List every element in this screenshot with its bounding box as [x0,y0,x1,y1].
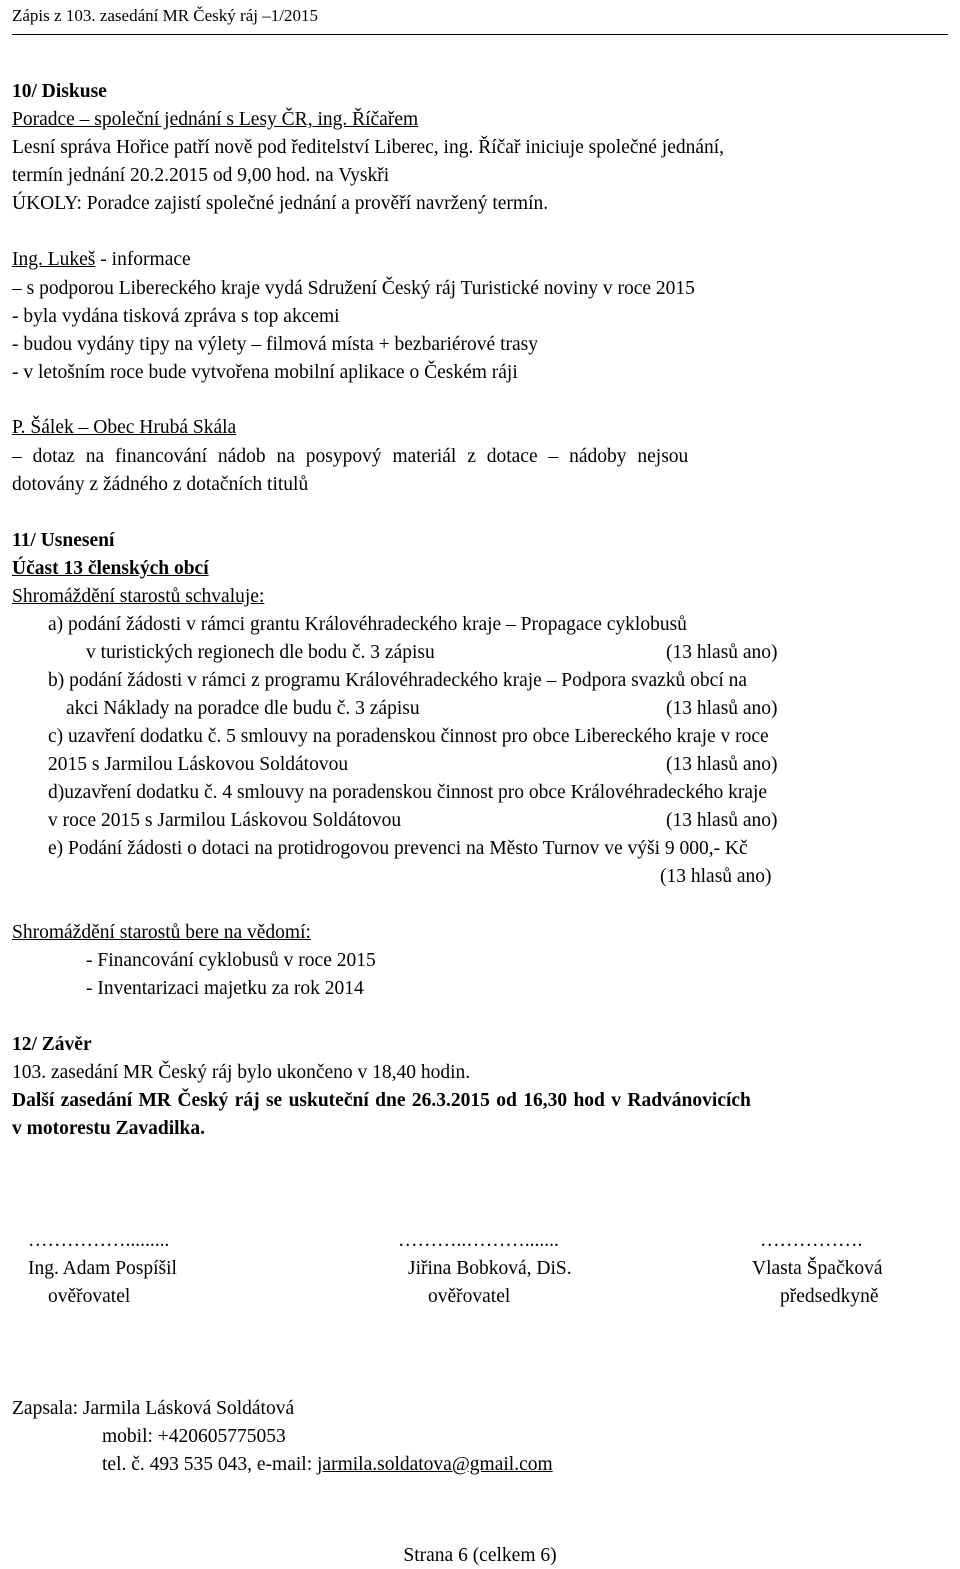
lukes-title-rest: - informace [95,249,191,270]
signature-name-3: Vlasta Špačková [752,1258,883,1279]
resolution-b-line-1: b) podání žádosti v rámci z programu Královéhradeckého kraje – Podpora svazků obcí na [48,670,748,691]
signature-dots-3: ……………. [760,1230,863,1251]
resolution-a-vote: (13 hlasů ano) [666,642,778,663]
recorder-phone: tel. č. 493 535 043, e-mail: [102,1454,317,1475]
advisor-meeting-title: Poradce – společní jednání s Lesy ČR, ing. Říčařem [12,109,419,130]
signature-name-1: Ing. Adam Pospíšil [28,1258,177,1279]
approves-label: Shromáždění starostů schvaluje: [12,586,265,607]
recorder-contact [102,1455,553,1475]
document-header-title: Zápis z 103. zasedání MR Český ráj –1/2015 [12,6,318,25]
page-number: Strana 6 (celkem 6) [403,1545,557,1566]
resolution-d-line-1: d)uzavření dodatku č. 4 smlouvy na poradenskou činnost pro obce Královéhradeckého kraje [48,782,768,803]
section-10-heading: 10/ Diskuse [12,81,107,102]
section-12-heading: 12/ Závěr [12,1034,92,1055]
lukes-item-2: - byla vydána tisková zpráva s top akcemi [12,306,340,327]
salek-title: P. Šálek – Obec Hrubá Skála [12,417,237,438]
closing-line: 103. zasedání MR Český ráj bylo ukončeno v 18,40 hodin. [12,1062,471,1083]
resolution-c-line-2: 2015 s Jarmilou Láskovou Soldátovou [48,754,349,775]
lukes-name: Ing. Lukeš [12,249,96,270]
signature-role-1: ověřovatel [48,1286,131,1307]
lukes-item-1: – s podporou Libereckého kraje vydá Sdružení Český ráj Turistické noviny v roce 2015 [12,278,695,299]
signature-role-3: předsedkyně [780,1286,879,1307]
lukes-item-3: - budou vydány tipy na výlety – filmová místa + bezbariérové trasy [12,334,538,355]
note-item-1: - Financování cyklobusů v roce 2015 [86,950,376,971]
next-meeting-line-2: v motorestu Zavadilka. [12,1118,206,1139]
resolution-a-line-1: a) podání žádosti v rámci grantu Královéhradeckého kraje – Propagace cyklobusů [48,614,687,635]
advisor-meeting-text-1: Lesní správa Hořice patří nově pod ředitelství Liberec, ing. Říčař iniciuje společné jednání, [12,137,725,158]
resolution-b-line-2: akci Náklady na poradce dle budu č. 3 zápisu [66,698,420,719]
salek-text-1: – dotaz na financování nádob na posypový materiál z dotace – nádoby nejsou [12,446,689,467]
participation-count: Účast 13 členských obcí [12,558,209,579]
signature-role-2: ověřovatel [428,1286,511,1307]
lukes-item-4: - v letošním roce bude vytvořena mobilní aplikace o Českém ráji [12,362,518,383]
resolution-a-line-2: v turistických regionech dle bodu č. 3 zápisu [86,642,435,663]
resolution-d-vote: (13 hlasů ano) [666,810,778,831]
resolution-e-line-1: e) Podání žádosti o dotaci na protidrogovou prevenci na Město Turnov ve výši 9 000,- Kč [48,838,748,859]
lukes-info-title [12,250,191,270]
section-11-heading: 11/ Usnesení [12,530,115,551]
salek-text-2: dotovány z žádného z dotačních titulů [12,474,309,495]
resolution-d-line-2: v roce 2015 s Jarmilou Láskovou Soldátovou [48,810,402,831]
resolution-b-vote: (13 hlasů ano) [666,698,778,719]
signature-dots-2: ………..………....... [398,1230,559,1251]
next-meeting-line-1: Další zasedání MR Český ráj se uskuteční dne 26.3.2015 od 16,30 hod v Radvánovicích [12,1090,751,1111]
signature-dots-1: ……………......... [28,1230,170,1251]
recorder-email-link[interactable]: jarmila.soldatova@gmail.com [317,1454,553,1475]
notes-label: Shromáždění starostů bere na vědomí: [12,922,311,943]
resolution-e-vote: (13 hlasů ano) [660,866,772,887]
signature-name-2: Jiřina Bobková, DiS. [408,1258,572,1279]
note-item-2: - Inventarizaci majetku za rok 2014 [86,978,364,999]
resolution-c-vote: (13 hlasů ano) [666,754,778,775]
recorder-name: Zapsala: Jarmila Lásková Soldátová [12,1398,295,1419]
advisor-meeting-text-2: termín jednání 20.2.2015 od 9,00 hod. na Vyskři [12,165,390,186]
resolution-c-line-1: c) uzavření dodatku č. 5 smlouvy na poradenskou činnost pro obce Libereckého kraje v roce [48,726,769,747]
advisor-meeting-tasks: ÚKOLY: Poradce zajistí společné jednání a prověří navržený termín. [12,193,549,214]
recorder-mobile: mobil: +420605775053 [102,1426,286,1447]
header-divider [12,34,948,35]
